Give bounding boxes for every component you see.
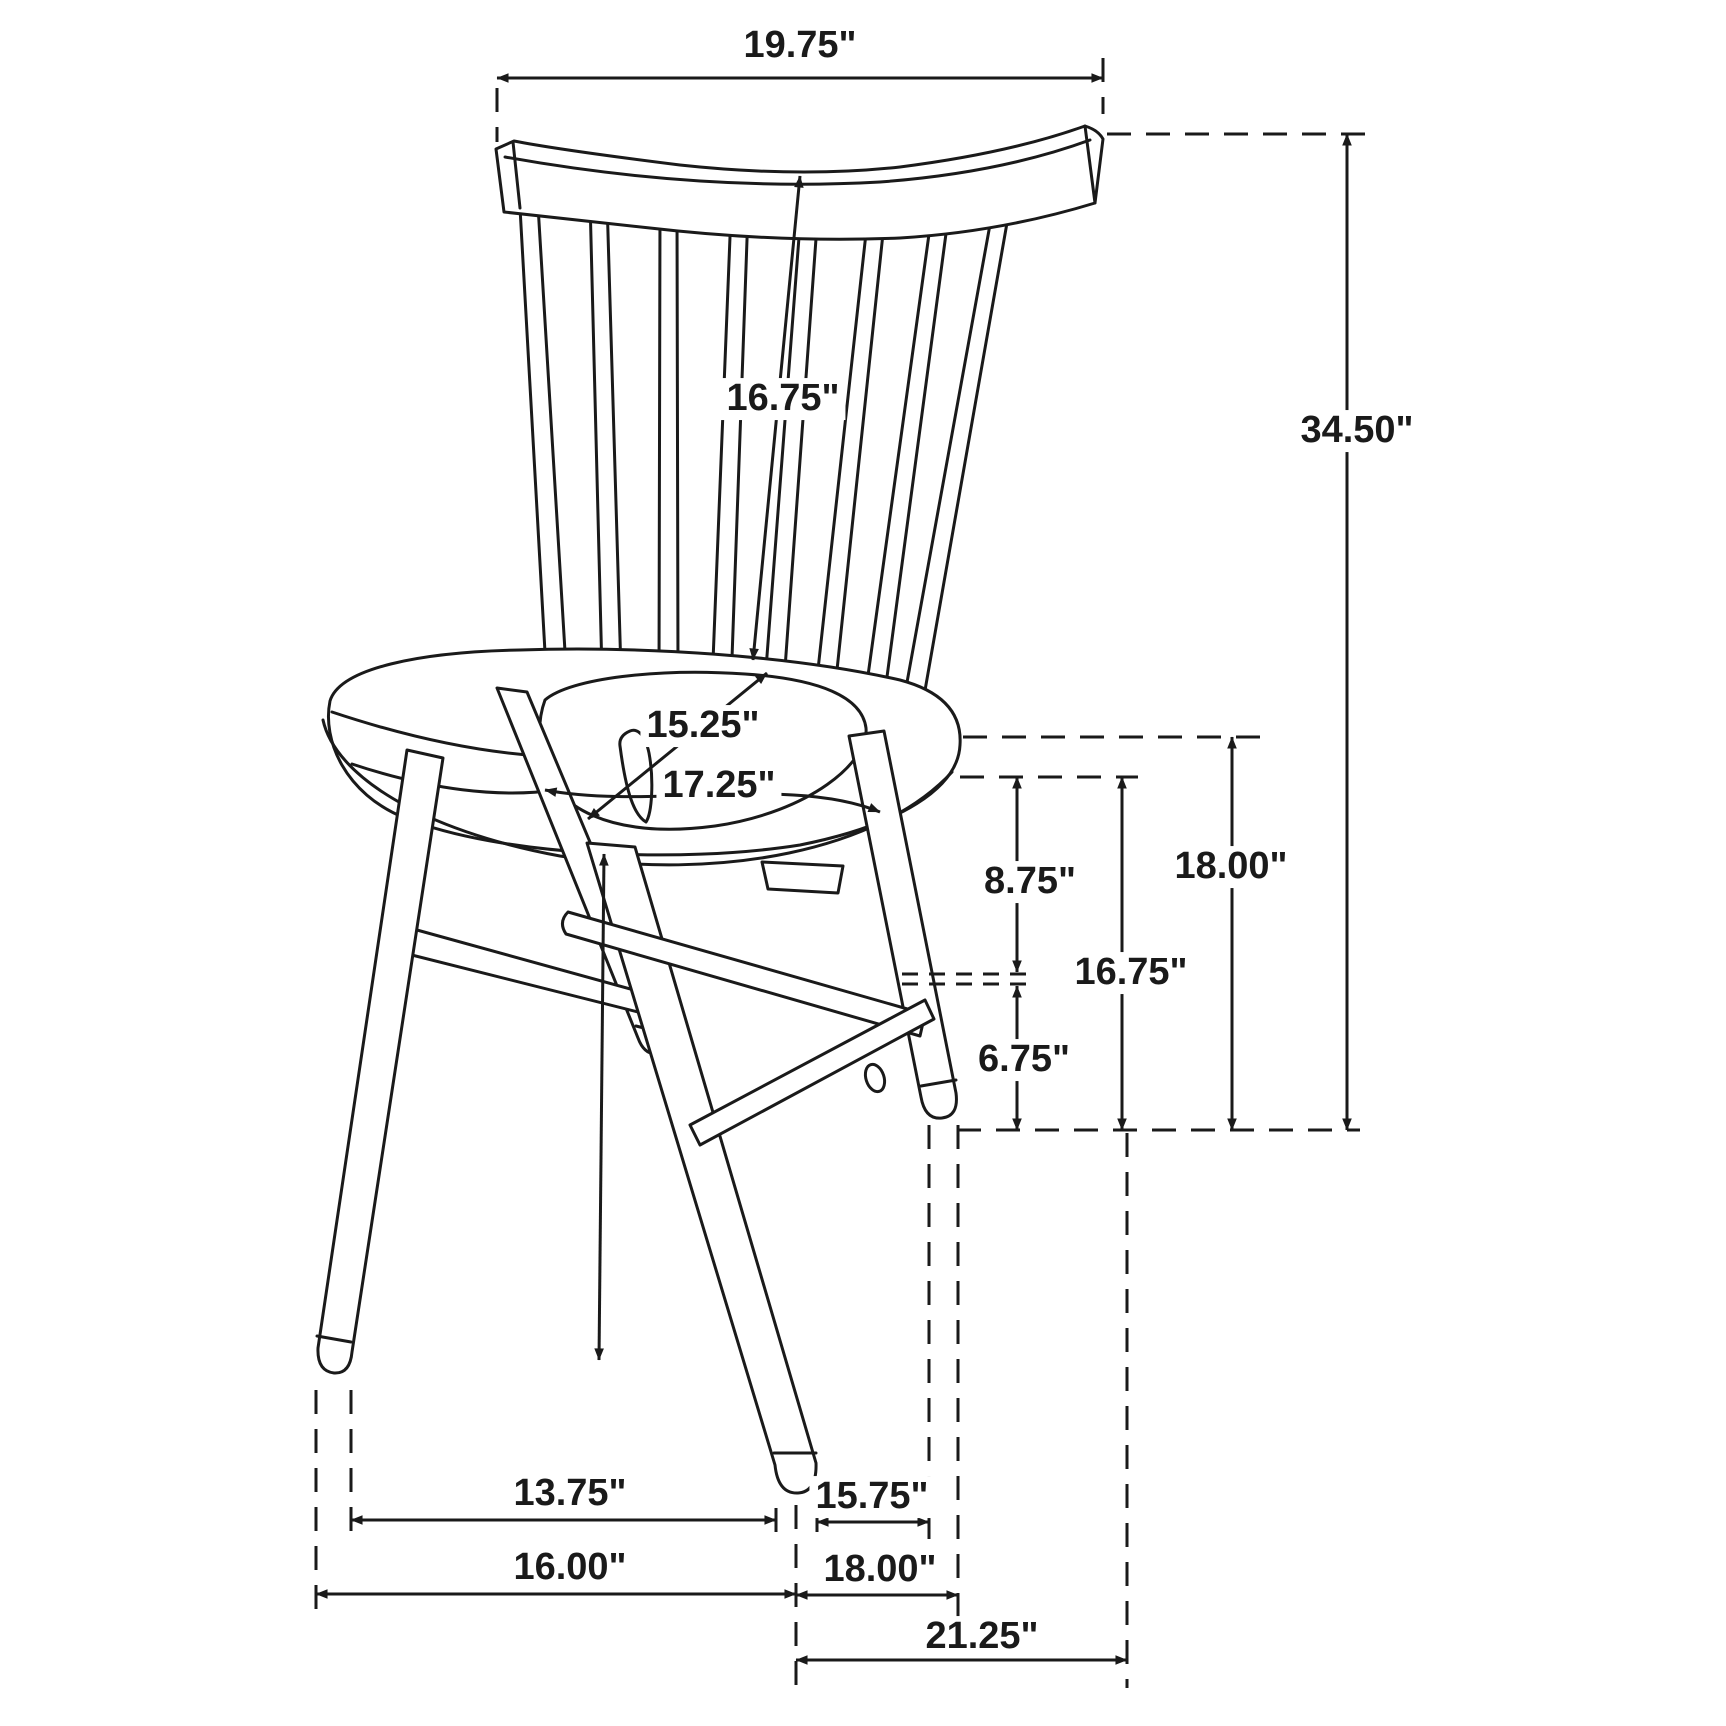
dim-label-stretcher-to-floor: 6.75" [972,1039,1076,1081]
dim-label-seat-width: 17.25" [656,765,781,807]
dim-label-overall-height: 34.50" [1294,410,1419,452]
dim-label-overall-depth: 21.25" [919,1616,1044,1658]
dim-label-back-height: 16.75" [720,378,845,420]
dim-label-base-width: 16.00" [507,1547,632,1589]
dim-label-side-leg-spacing: 15.75" [809,1476,934,1518]
dim-label-seat-depth: 15.25" [640,705,765,747]
dim-label-front-leg-spacing: 13.75" [507,1473,632,1515]
dim-label-top-width: 19.75" [737,25,862,67]
chair [317,126,1103,1493]
stretcher-peg-hole [862,1062,888,1094]
dim-label-seat-to-stretcher: 8.75" [978,861,1082,903]
front-left-leg [318,750,443,1373]
right-stretcher [690,1000,934,1145]
seat-batten [762,862,843,893]
dim-label-seat-underside-height: 16.75" [1068,952,1193,994]
dim-label-seat-height: 18.00" [1168,846,1293,888]
dim-label-base-depth: 18.00" [817,1549,942,1591]
